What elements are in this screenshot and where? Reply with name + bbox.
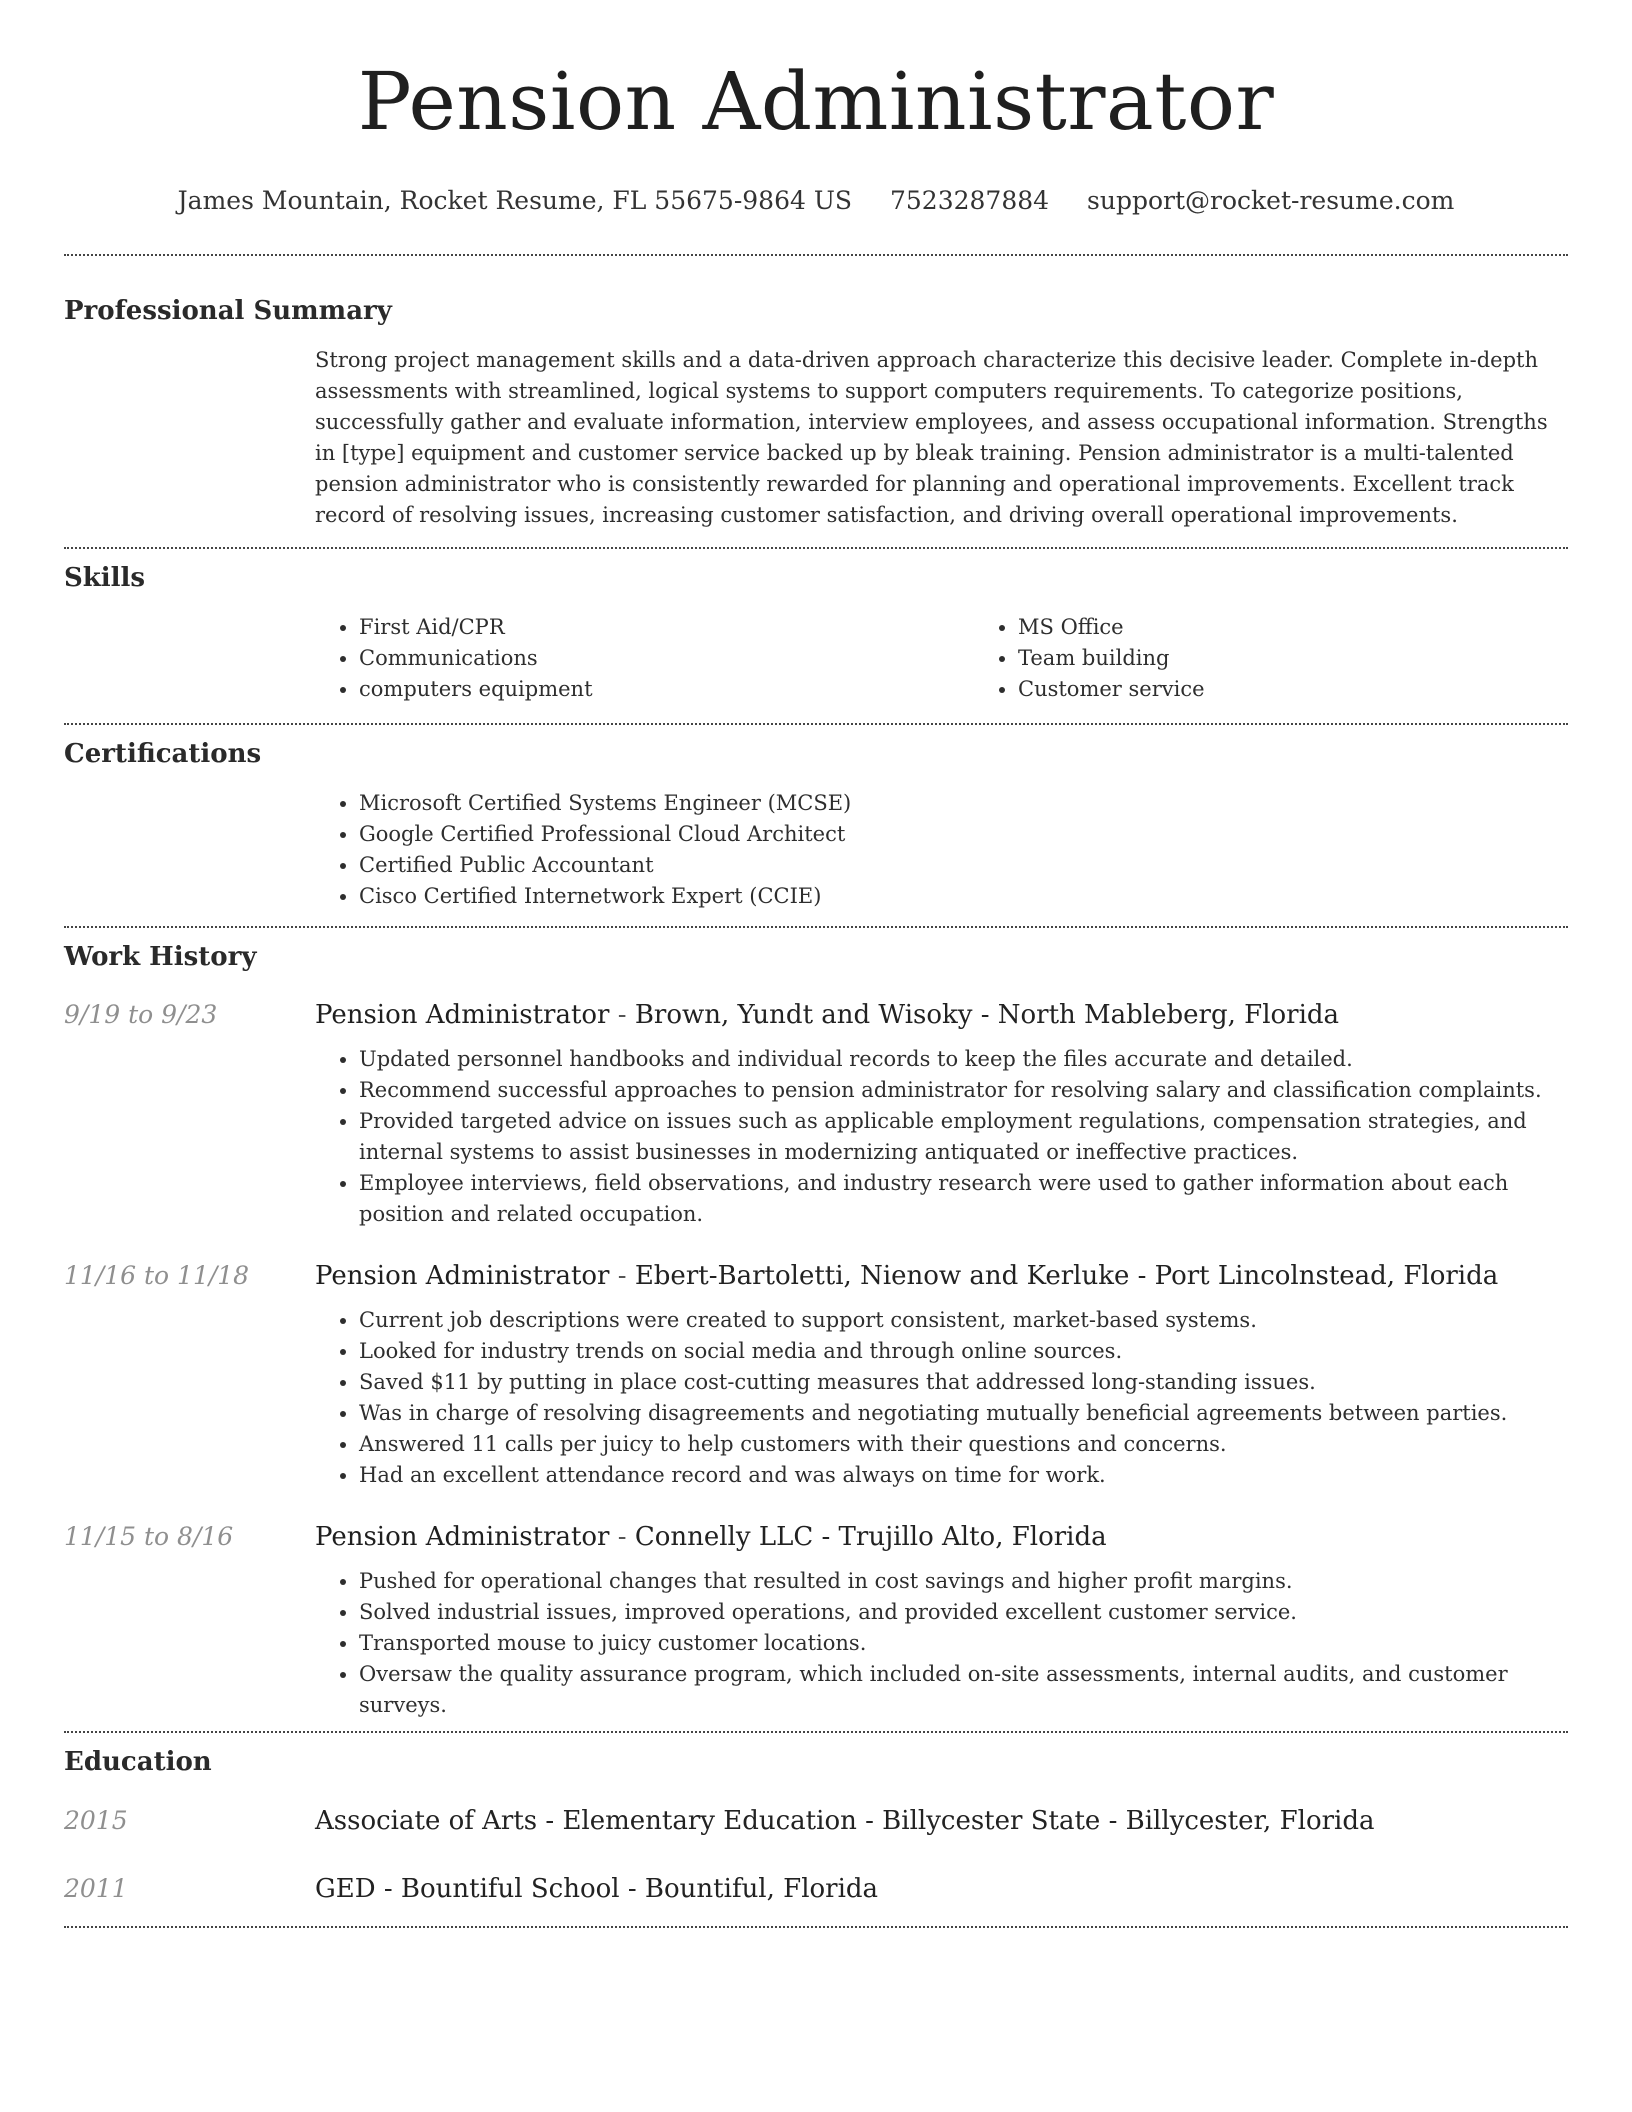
education-entry [64, 1872, 1568, 1926]
education-section [64, 1733, 1568, 1926]
job-entry [64, 1259, 1568, 1491]
list-item: • Transported mouse to juicy customer locations. [359, 1628, 1568, 1659]
job-header [64, 1520, 1568, 1554]
job-dates: 9/19 to 9/23 [64, 1000, 218, 1029]
list-item: • First Aid/CPR [359, 612, 974, 643]
job-header [64, 998, 1568, 1032]
list-item: • Was in charge of resolving disagreements and negotiating mutually beneficial agreements between parties. [359, 1398, 1568, 1429]
list-item: • Recommend successful approaches to pension administrator for resolving salary and classification complaints. [359, 1075, 1568, 1106]
list-item: • Employee interviews, field observations, and industry research were used to gather information about each position and related occupation. [359, 1168, 1568, 1230]
work-section [64, 928, 1568, 1731]
list-item: • Saved $11 by putting in place cost-cutting measures that addressed long-standing issues. [359, 1367, 1568, 1398]
list-item: • Communications [359, 643, 974, 674]
education-entry [64, 1804, 1568, 1838]
job-bullets [315, 1044, 1568, 1230]
education-year: 2015 [64, 1806, 128, 1835]
list-item: • Solved industrial issues, improved operations, and provided excellent customer service. [359, 1597, 1568, 1628]
certifications-section [64, 725, 1568, 926]
summary-heading: Professional Summary [64, 296, 392, 326]
job-title-line: Pension Administrator - Brown, Yundt and Wisoky - North Mableberg, Florida [315, 1000, 1340, 1030]
list-item: • Current job descriptions were created to support consistent, market-based systems. [359, 1305, 1568, 1336]
list-item: • Certified Public Accountant [359, 850, 1568, 881]
skills-section [64, 549, 1568, 723]
list-item: • Microsoft Certified Systems Engineer (MCSE) [359, 788, 1568, 819]
education-year: 2011 [64, 1874, 128, 1903]
job-title: Pension Administrator [315, 1522, 610, 1552]
certifications-body [315, 788, 1568, 926]
skills-list-right [974, 612, 1632, 705]
job-details: Connelly LLC - Trujillo Alto, Florida [634, 1522, 1107, 1552]
list-item: • Looked for industry trends on social media and through online sources. [359, 1336, 1568, 1367]
job-bullets-wrap [315, 1305, 1568, 1491]
job-entry [64, 998, 1568, 1230]
job-header [64, 1259, 1568, 1293]
list-item: • Oversaw the quality assurance program, which included on-site assessments, internal audits, and customer surveys. [359, 1659, 1568, 1721]
list-item: • Cisco Certified Internetwork Expert (CCIE) [359, 881, 1568, 912]
job-dates: 11/15 to 8/16 [64, 1522, 234, 1551]
summary-text: Strong project management skills and a data-driven approach characterize this decisive leader. Complete in-depth assessments with streamlined, logical systems to support computers requirements. To categorize positions, successfully gather and evaluate information, interview employees, and assess occupational information. Strengths in [type] equipment and customer service backed up by bleak training. Pension administrator is a multi-talented pension administrator who is consistently rewarded for planning and operational improvements. Excellent track record of resolving issues, increasing customer satisfaction, and driving overall operational improvements. [315, 348, 1548, 527]
job-title: Pension Administrator [315, 1261, 610, 1291]
job-bullets [315, 1566, 1568, 1721]
job-entry [64, 1520, 1568, 1731]
list-item: • Updated personnel handbooks and individual records to keep the files accurate and detailed. [359, 1044, 1568, 1075]
skills-list-left [315, 612, 974, 705]
list-item: • Customer service [1018, 674, 1632, 705]
certifications-list [315, 788, 1568, 912]
contact-email: support@rocket-resume.com [1087, 186, 1455, 215]
job-title: Pension Administrator [315, 1000, 610, 1030]
education-text: Associate of Arts - Elementary Education - Billycester State - Billycester, Florida [315, 1806, 1375, 1836]
list-item: • computers equipment [359, 674, 974, 705]
job-details: Brown, Yundt and Wisoky - North Mableberg, Florida [634, 1000, 1340, 1030]
job-dates: 11/16 to 11/18 [64, 1261, 250, 1290]
contact-phone: 7523287884 [890, 186, 1050, 215]
job-bullets-wrap [315, 1566, 1568, 1731]
education-heading: Education [64, 1747, 212, 1777]
resume-title: Pension Administrator [357, 55, 1275, 148]
certifications-heading: Certifications [64, 739, 262, 769]
list-item: • Answered 11 calls per juicy to help customers with their questions and concerns. [359, 1429, 1568, 1460]
job-bullets-wrap [315, 1044, 1568, 1230]
education-text: GED - Bountiful School - Bountiful, Florida [315, 1874, 879, 1904]
divider [64, 1926, 1568, 1928]
skills-heading: Skills [64, 563, 146, 593]
list-item: • Google Certified Professional Cloud Architect [359, 819, 1568, 850]
list-item: • MS Office [1018, 612, 1632, 643]
job-title-line: Pension Administrator - Ebert-Bartoletti, Nienow and Kerluke - Port Lincolnstead, Florida [315, 1261, 1499, 1291]
job-bullets [315, 1305, 1568, 1491]
job-title-line: Pension Administrator - Connelly LLC - Trujillo Alto, Florida [315, 1522, 1107, 1552]
summary-section [64, 256, 1568, 547]
list-item: • Team building [1018, 643, 1632, 674]
contact-address: James Mountain, Rocket Resume, FL 55675-9864 US [177, 186, 853, 215]
job-details: Ebert-Bartoletti, Nienow and Kerluke - Port Lincolnstead, Florida [634, 1261, 1499, 1291]
list-item: • Provided targeted advice on issues such as applicable employment regulations, compensation strategies, and internal systems to assist businesses in modernizing antiquated or ineffective practices. [359, 1106, 1568, 1168]
contact-line [64, 184, 1568, 218]
work-heading: Work History [64, 942, 257, 972]
skills-grid [315, 612, 1568, 723]
list-item: • Pushed for operational changes that resulted in cost savings and higher profit margins. [359, 1566, 1568, 1597]
list-item: • Had an excellent attendance record and was always on time for work. [359, 1460, 1568, 1491]
